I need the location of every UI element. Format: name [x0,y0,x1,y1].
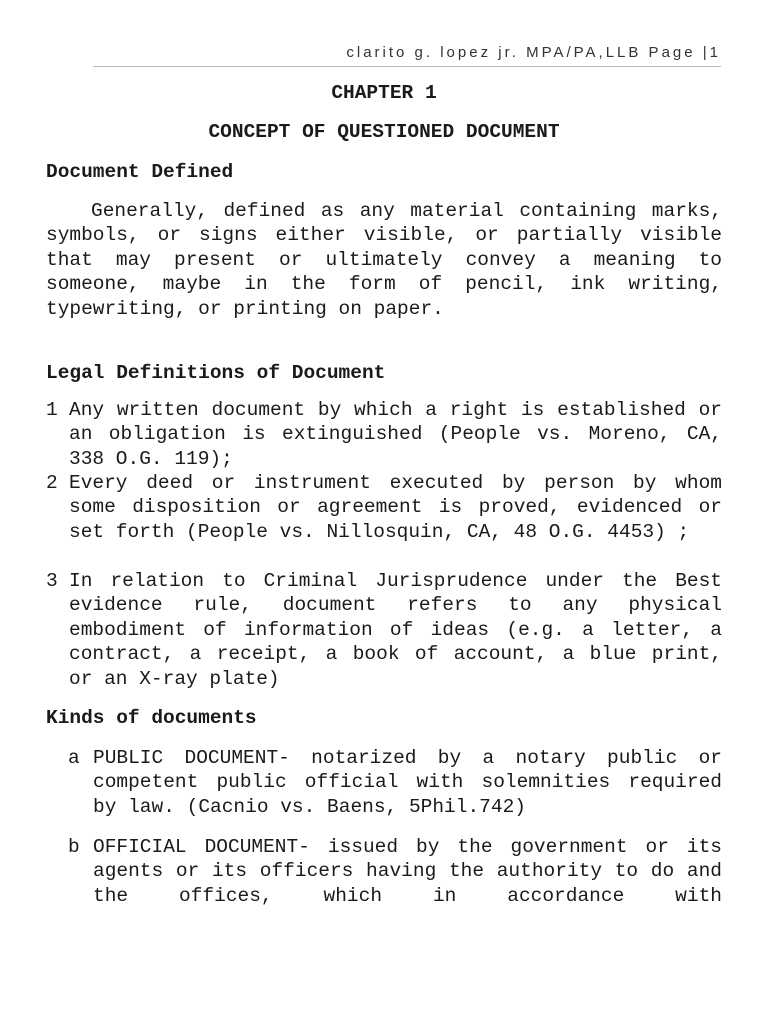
section-heading-document-defined: Document Defined [46,161,234,183]
item-letter: a [68,747,80,769]
item-number: 3 [46,570,58,592]
kind-item [68,835,722,908]
header-rule [93,66,721,67]
item-number: 1 [46,399,58,421]
item-text: Any written document by which a right is established or an obligation is extinguished (People vs. Moreno, CA, 338 O.G. 119); [69,399,722,470]
chapter-title: CONCEPT OF QUESTIONED DOCUMENT [208,121,560,143]
item-number: 2 [46,472,58,494]
item-text: PUBLIC DOCUMENT- notarized by a notary public or competent public official with solemnities required by law. (Cacnio vs. Baens, 5Phil.742) [93,747,722,818]
legal-definition-item [46,471,722,544]
section-heading-legal-definitions: Legal Definitions of Document [46,362,386,384]
chapter-number: CHAPTER 1 [331,82,437,104]
kind-item [68,746,722,819]
section-heading-kinds: Kinds of documents [46,707,257,729]
page-header: clarito g. lopez jr. MPA/PA,LLB Page |1 [346,44,721,61]
item-text: OFFICIAL DOCUMENT- issued by the government or its agents or its officers having the authority to do and the offices, which in accordance with [93,836,722,907]
item-text: In relation to Criminal Jurisprudence under the Best evidence rule, document refers to any physical embodiment of information of ideas (e.g. a letter, a contract, a receipt, a book of account, a blue print, or an X-ray plate) [69,570,722,690]
item-letter: b [68,836,80,858]
legal-definition-item [46,569,722,691]
item-text: Every deed or instrument executed by person by whom some disposition or agreement is proved, evidenced or set forth (People vs. Nillosquin, CA, 48 O.G. 4453) ; [69,472,722,543]
legal-definition-item [46,398,722,471]
document-defined-paragraph: Generally, defined as any material containing marks, symbols, or signs either visible, or partially visible that may present or ultimately convey a meaning to someone, maybe in the form of pencil, ink writing, typewriting, or printing on paper. [46,200,722,320]
